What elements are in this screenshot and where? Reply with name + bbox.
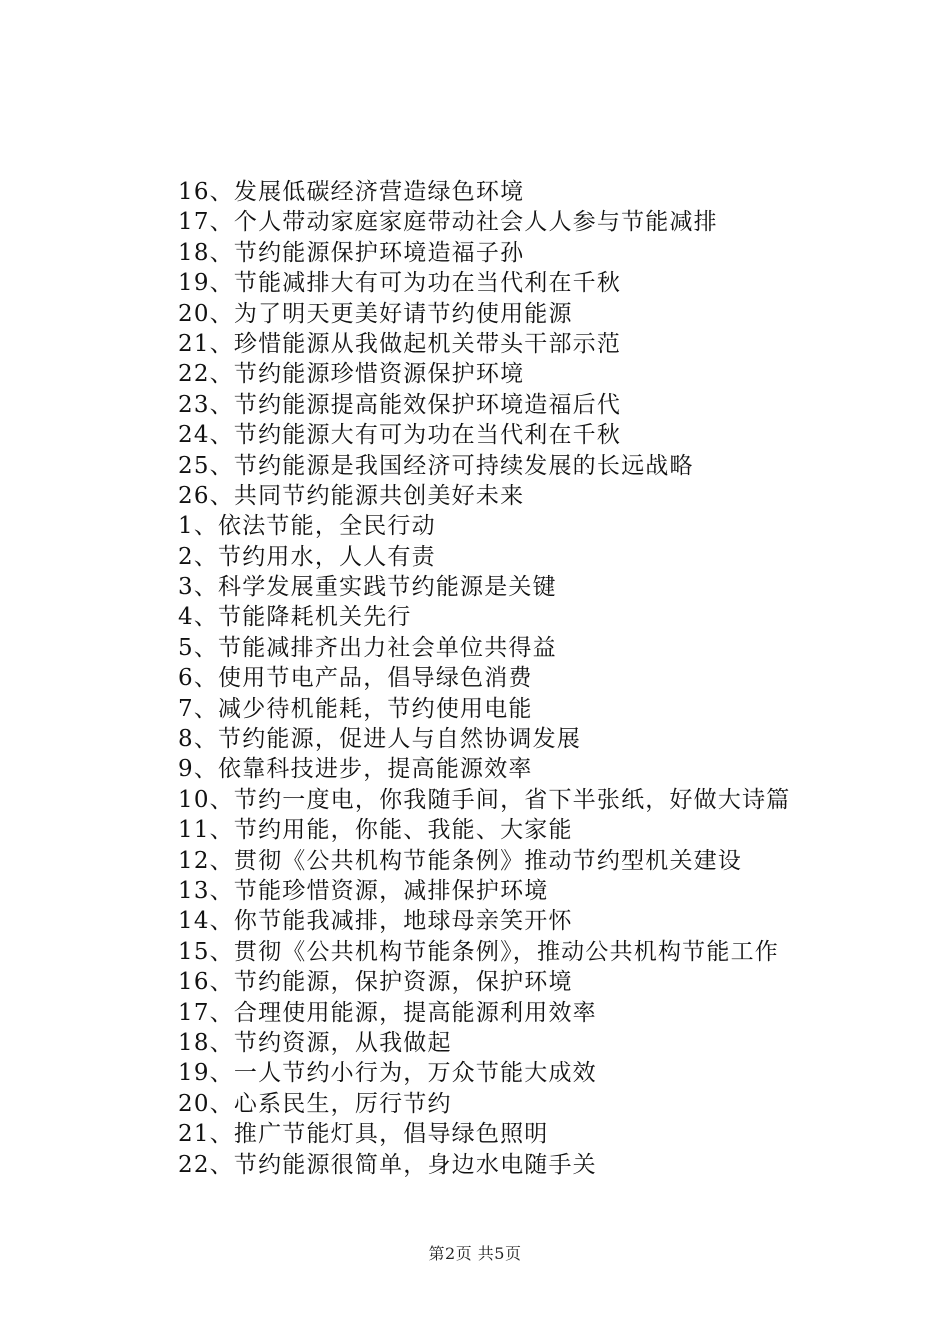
list-item: 13、节能珍惜资源，减排保护环境 (178, 877, 549, 904)
list-item: 18、节约资源，从我做起 (178, 1029, 452, 1056)
list-item: 23、节约能源提高能效保护环境造福后代 (178, 391, 622, 418)
list-item: 6、使用节电产品，倡导绿色消费 (178, 665, 533, 692)
list-item: 19、一人节约小行为，万众节能大成效 (178, 1060, 597, 1087)
list-item: 20、心系民生，厉行节约 (178, 1090, 452, 1117)
list-item: 10、节约一度电，你我随手间，省下半张纸，好做大诗篇 (178, 786, 791, 813)
list-item: 2、节约用水，人人有责 (178, 543, 436, 570)
slogan-list (178, 177, 878, 1180)
list-item: 14、你节能我减排，地球母亲笑开怀 (178, 908, 573, 935)
list-item: 20、为了明天更美好请节约使用能源 (178, 300, 573, 327)
list-item: 3、科学发展重实践节约能源是关键 (178, 574, 557, 601)
list-item: 26、共同节约能源共创美好未来 (178, 482, 525, 509)
list-item: 17、个人带动家庭家庭带动社会人人参与节能减排 (178, 209, 718, 236)
page-number-footer: 第2页 共5页 (428, 1244, 522, 1263)
list-item: 8、节约能源，促进人与自然协调发展 (178, 726, 582, 753)
list-item: 4、节能降耗机关先行 (178, 604, 412, 631)
list-item: 12、贯彻《公共机构节能条例》推动节约型机关建设 (178, 847, 743, 874)
list-item: 18、节约能源保护环境造福子孙 (178, 239, 525, 266)
list-item: 22、节约能源很简单，身边水电随手关 (178, 1151, 597, 1178)
list-item: 16、节约能源，保护资源，保护环境 (178, 969, 573, 996)
list-item: 21、珍惜能源从我做起机关带头干部示范 (178, 330, 622, 357)
list-item: 11、节约用能，你能、我能、大家能 (178, 817, 573, 844)
list-item: 9、依靠科技进步，提高能源效率 (178, 756, 533, 783)
list-item: 24、节约能源大有可为功在当代利在千秋 (178, 422, 622, 449)
list-item: 22、节约能源珍惜资源保护环境 (178, 361, 525, 388)
list-item: 7、减少待机能耗，节约使用电能 (178, 695, 533, 722)
list-item: 25、节约能源是我国经济可持续发展的长远战略 (178, 452, 694, 479)
list-item: 19、节能减排大有可为功在当代利在千秋 (178, 270, 622, 297)
list-item: 16、发展低碳经济营造绿色环境 (178, 179, 525, 205)
list-item: 1、依法节能，全民行动 (178, 513, 436, 540)
list-item: 21、推广节能灯具，倡导绿色照明 (178, 1121, 549, 1148)
list-item: 15、贯彻《公共机构节能条例》，推动公共机构节能工作 (178, 938, 779, 965)
list-item: 17、合理使用能源，提高能源利用效率 (178, 999, 597, 1026)
list-item: 5、节能减排齐出力社会单位共得益 (178, 634, 557, 661)
